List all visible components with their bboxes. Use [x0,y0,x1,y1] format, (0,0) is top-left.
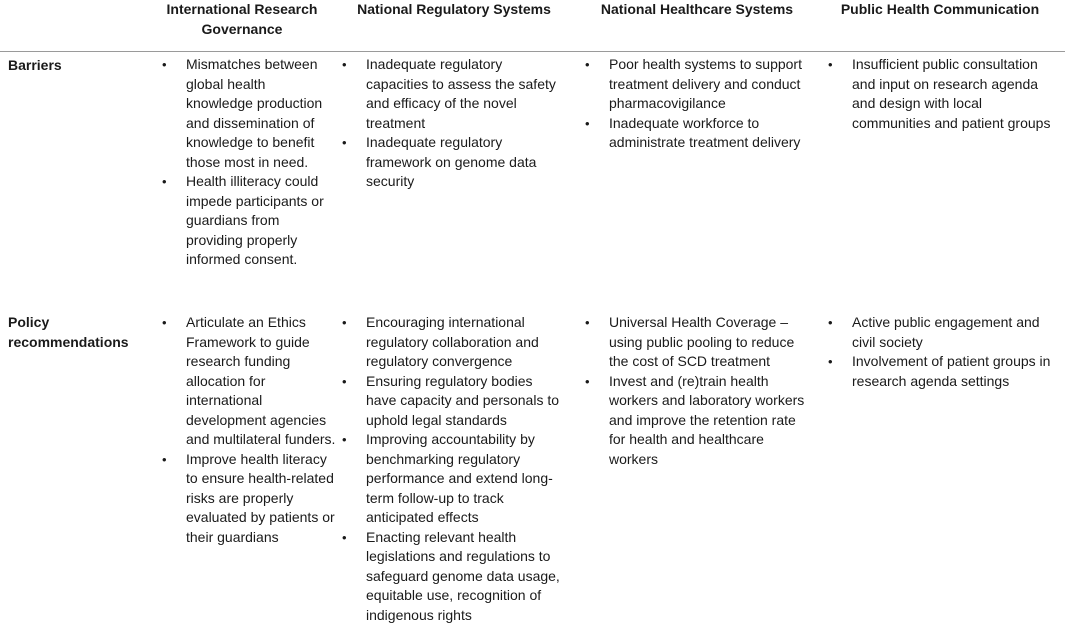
list-item [366,528,566,625]
bullet-icon: • [585,114,590,134]
list-item [609,313,814,372]
bullet-icon: • [585,55,590,75]
item-text: Enacting relevant health legislations and regulations to safeguard genome data usage, equitable use, recognition of indigenous rights [366,529,560,623]
bullet-icon: • [585,372,590,392]
column-header-international-research-governance: International Research Governance [140,0,344,39]
list-item [609,372,814,470]
item-text: Mismatches between global health knowledge production and dissemination of knowledge to benefit those most in need. [186,56,322,170]
item-text: Ensuring regulatory bodies have capacity and personals to uphold legal standards [366,373,559,428]
list-item [366,55,566,133]
item-text: Encouraging international regulatory collaboration and regulatory convergence [366,314,539,369]
list-item [852,313,1052,352]
item-text: Articulate an Ethics Framework to guide research funding allocation for international development agencies and multilateral funders. [186,314,335,447]
bullet-icon: • [828,55,833,75]
column-header-public-health-communication: Public Health Communication [820,0,1060,20]
policy-national-regulatory-systems-cell [366,313,566,625]
column-header-national-healthcare-systems: National Healthcare Systems [578,0,816,20]
policy-public-health-communication-cell [852,313,1052,391]
item-text: Improve health literacy to ensure health-related risks are properly evaluated by patients or their guardians [186,451,335,545]
list-item [852,352,1052,391]
barriers-national-regulatory-systems-cell [366,55,566,192]
item-text: Involvement of patient groups in research agenda settings [852,353,1050,389]
list-item [366,133,566,192]
item-text: Improving accountability by benchmarking regulatory performance and extend long-term follow-up to track anticipated effects [366,431,553,525]
row-label-barriers: Barriers [8,56,140,76]
bullet-icon: • [342,313,347,333]
list-item [852,55,1052,133]
item-text: Health illiteracy could impede participants or guardians from providing properly informed consent. [186,173,324,267]
list-item [186,55,336,172]
bullet-icon: • [162,172,167,192]
item-text: Universal Health Coverage – using public pooling to reduce the cost of SCD treatment [609,314,794,369]
header-divider [0,51,1065,52]
item-text: Insufficient public consultation and input on research agenda and design with local communities and patient groups [852,56,1050,131]
barriers-international-research-governance-cell [186,55,336,270]
policy-international-research-governance-cell [186,313,336,547]
bullet-icon: • [585,313,590,333]
barriers-public-health-communication-cell [852,55,1052,133]
bullet-icon: • [342,55,347,75]
item-text: Invest and (re)train health workers and laboratory workers and improve the retention rate for health and healthcare workers [609,373,804,467]
list-item [609,55,814,114]
bullet-icon: • [342,372,347,392]
bullet-icon: • [828,313,833,333]
bullet-icon: • [162,313,167,333]
list-item [366,313,566,372]
list-item [186,313,336,450]
item-text: Inadequate regulatory capacities to assess the safety and efficacy of the novel treatment [366,56,556,131]
column-header-national-regulatory-systems: National Regulatory Systems [334,0,574,20]
list-item [186,172,336,270]
barriers-national-healthcare-systems-cell [609,55,814,153]
bullet-icon: • [342,528,347,548]
bullet-icon: • [828,352,833,372]
item-text: Poor health systems to support treatment delivery and conduct pharmacovigilance [609,56,802,111]
bullet-icon: • [162,450,167,470]
policy-national-healthcare-systems-cell [609,313,814,469]
item-text: Inadequate workforce to administrate treatment delivery [609,115,800,151]
item-text: Active public engagement and civil society [852,314,1040,350]
item-text: Inadequate regulatory framework on genome data security [366,134,536,189]
row-label-policy-recommendations: Policy recommendations [8,313,140,352]
list-item [366,430,566,528]
list-item [609,114,814,153]
bullet-icon: • [342,430,347,450]
list-item [186,450,336,548]
bullet-icon: • [342,133,347,153]
bullet-icon: • [162,55,167,75]
list-item [366,372,566,431]
